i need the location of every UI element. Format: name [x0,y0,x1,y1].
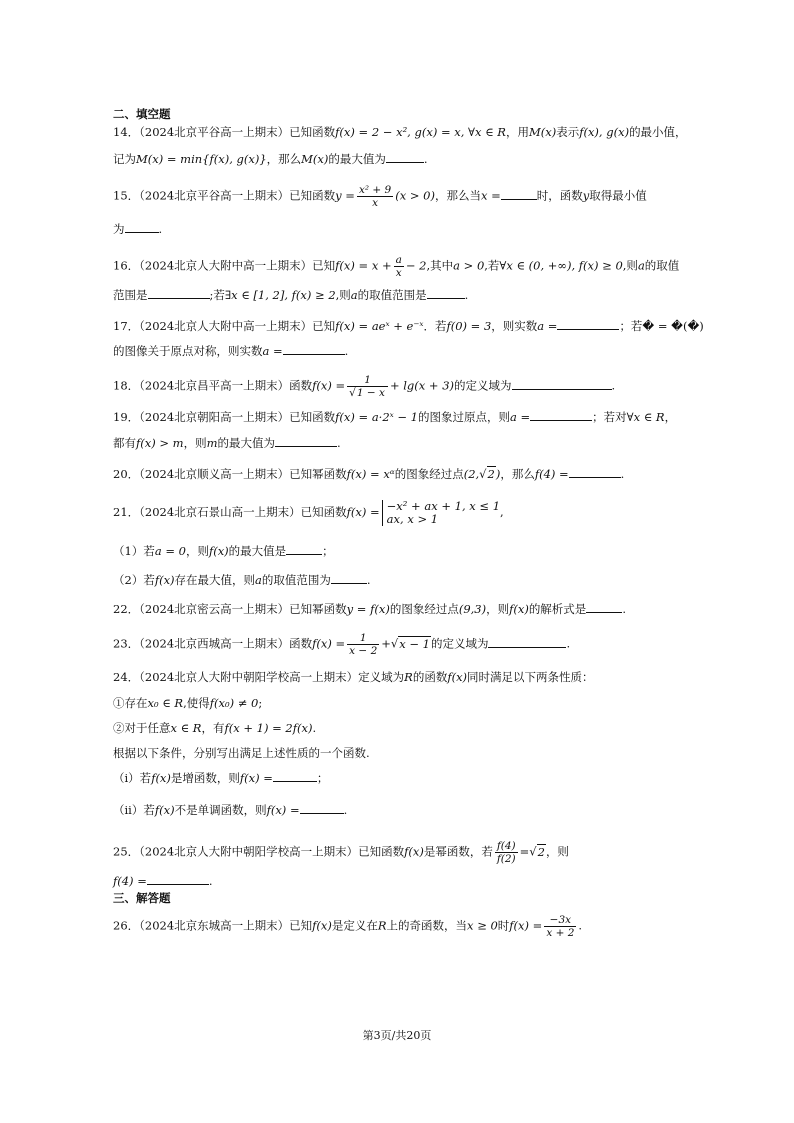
answer-blank [331,572,367,584]
q24-text: ，有 [201,721,225,735]
q14-formula: f(x) = 2 − x², g(x) = x, ∀x ∈ R [335,125,506,139]
q21-formula: a [255,573,262,587]
q19-formula: f(x) = a·2ˣ − 1 [335,410,418,424]
q25-text: ，则 [545,844,569,859]
q25-text: . [208,874,213,888]
q19-line1 [113,409,676,425]
q16-text: 的取值 [644,258,680,273]
q15-text: . [158,222,163,236]
radicand: 2 [537,844,545,859]
fraction-numerator: f(4) [496,840,516,852]
q16-text: 范围是 [113,288,148,302]
q19-line2 [113,435,341,451]
q16-line2 [113,287,468,303]
q21-text: 21．（2024北京石景山高一上期末）已知函数 [113,505,347,519]
q24-text: （ii）若 [113,803,155,817]
q15-text: 15．（2024北京平谷高一上期末）已知函数 [113,188,336,203]
q15-line2 [113,221,162,237]
q19-formula: ∀x ∈ R [626,410,665,424]
q25-formula: = [519,844,530,859]
answer-blank [530,409,592,421]
q15-formula: y = [335,188,355,203]
q23-text: 23．（2024北京西城高一上期末）函数 [113,636,313,651]
q15-formula: (x > 0) [395,188,435,203]
q18-text: 18．（2024北京昌平高一上期末）函数 [113,378,313,393]
q19-formula: m [206,436,218,450]
section-heading-solve: 三、解答题 [113,891,171,905]
q24-formula: f(x) [151,771,171,785]
q24-text: ； [316,771,329,785]
q16-text: ,其中 [426,258,454,273]
q24-line1 [113,669,594,685]
q21-text: （2）若 [113,573,155,587]
q17-formula: f(0) = 3 [446,319,492,333]
q24-line6 [113,802,347,818]
q20-line: 20．（2024北京顺义高一上期末）已知幂函数f(x) = xᵅ的图象经过点(2,√2)，那么f(4) = . [113,467,625,481]
q24-text: . [312,721,317,735]
q24-text: ; [258,696,263,710]
q14-formula: M(x) [301,152,329,166]
q15-formula: x = [480,188,501,203]
answer-blank [586,601,622,613]
q16-formula: a > 0 [453,258,485,273]
q16-text: ,若 [484,258,500,273]
q21-text: . [366,573,371,587]
q19-formula: a = [510,410,531,424]
q20-formula: (2, [463,467,480,481]
answer-blank [275,435,337,447]
answer-blank [273,770,317,782]
q24-text: 不是单调函数，则 [174,803,267,817]
q21-text: 的取值范围为 [261,573,331,587]
q18-fraction [347,374,388,399]
q24-text: 的函数 [412,670,448,684]
q24-formula: f(x + 1) = 2f(x) [224,721,313,735]
q24-formula: f(x) [154,803,175,817]
q15-text: ，那么当 [434,188,481,203]
q26-text: 是定义在 [331,918,378,933]
q25-fraction [495,840,518,865]
fraction-denominator: x [372,197,379,209]
answer-blank [125,221,159,233]
q24-formula: f(x) [447,670,468,684]
q14-line1 [113,124,687,140]
q21-text: ，则 [185,544,209,558]
q21-formula: f(x) [154,573,175,587]
q18-text: . [611,378,616,393]
q21-line1 [113,500,504,526]
piecewise-case: ax, x > 1 [386,512,439,526]
q16-line1 [113,254,679,279]
q18-formula: f(x) = [312,378,346,393]
answer-blank [501,188,537,200]
q16-text: . [464,288,469,302]
q15-fraction [357,184,393,209]
q19-text: ，则 [183,436,207,450]
q19-text: 的图象过原点，则 [418,410,510,424]
q14-text: 表示 [556,125,580,139]
page-footer: 第3页/共20页 [362,1029,432,1042]
section-heading-fill: 二、填空题 [113,107,171,121]
q25-line1: 25．（2024北京人大附中朝阳学校高一上期末）已知函数f(x)是幂函数，若 $\frac{f(4)}{f(2)}$ =√2，则 [113,840,569,865]
q26-formula: f(x) = [509,918,543,933]
fraction-denominator: x − 2 [349,645,378,657]
q17-formula: f(x) = aeˣ + e⁻ˣ [335,319,424,333]
q22-formula: (9,3) [458,602,487,616]
answer-blank [286,543,322,555]
q17-text: . [344,344,349,358]
q16-text: 16．（2024北京人大附中高一上期末）已知 [113,258,336,273]
q25-text: 是幂函数，若 [423,844,493,859]
q18-formula: + lg(x + 3) [389,378,455,393]
q25-formula: f(x) [404,844,424,859]
q24-text: 同时满足以下两条性质： [467,670,594,684]
q14-text: 记为 [113,152,136,166]
q14-text: 14．（2024北京平谷高一上期末）已知函数 [113,125,336,139]
q24-text: 根据以下条件，分别写出满足上述性质的一个函数. [113,746,370,760]
q24-text: ②对于任意 [113,721,171,735]
q20-formula: f(x) = xᵅ [346,467,395,481]
answer-blank [512,378,612,390]
radicand: x − 1 [399,636,430,651]
q19-text: ；若对 [592,410,627,424]
q16-formula: a [637,258,645,273]
q22-formula: f(x) [509,602,529,616]
q18-line [113,374,615,399]
q16-formula: ∀x ∈ (0, +∞), f(x) ≥ 0 [499,258,623,273]
q24-line3 [113,720,316,736]
q14-line2 [113,151,428,167]
q17-formula: a = [537,319,558,333]
q15-text: 时，函数 [536,188,583,203]
q26-text: 时 [497,918,510,933]
q21-text: 存在最大值，则 [174,573,256,587]
answer-blank [427,287,465,299]
q24-text: 24．（2024北京人大附中朝阳学校高一上期末）定义域为 [113,670,405,684]
q26-text: 上的奇函数，当 [386,918,468,933]
q21-formula: f(x) [208,544,229,558]
answer-blank [147,873,209,885]
fraction-numerator: 1 [347,374,388,387]
q16-formula: a [350,288,358,302]
q20-text: 的图象经过点 [394,467,464,481]
q24-formula: f(x) = [239,771,273,785]
q14-formula: f(x), g(x) [579,125,630,139]
q26-text: . [578,918,583,933]
q14-text: 的最大值为 [328,152,386,166]
q24-text: （i）若 [113,771,152,785]
q22-text: 的图象经过点 [389,602,459,616]
q23-text: 的定义域为 [430,636,489,651]
q24-formula: f(x) = [266,803,300,817]
fraction-denominator: f(2) [496,853,516,865]
q19-text: ， [664,410,677,424]
q26-line [113,914,582,939]
answer-blank [386,151,424,163]
q24-formula: f(x₀) ≠ 0 [209,696,259,710]
q16-formula: f(x) = x + [335,258,392,273]
q15-formula: y [582,188,590,203]
q23-formula: f(x) = [312,636,346,651]
fraction-denominator: x + 2 [546,927,575,939]
q24-line5 [113,770,328,786]
fraction-numerator: a [395,254,402,266]
q24-text: 是增函数，则 [170,771,240,785]
q26-fraction [544,914,576,939]
q26-formula: R [377,918,387,933]
q14-text: ，用 [505,125,529,139]
q14-text: . [423,152,428,166]
q24-text: . [343,803,348,817]
q26-formula: f(x) [312,918,332,933]
q14-formula: M(x) = min{f(x), g(x)} [136,152,267,166]
q20-text: ，那么 [500,467,535,481]
q21-part1 [113,543,334,559]
radicand: 2 [487,467,495,481]
q22-text: . [622,602,626,616]
q21-part2 [113,572,371,588]
q19-text: 19．（2024北京朝阳高一上期末）已知函数 [113,410,336,424]
q22-text: ，则 [486,602,510,616]
q21-text: （1）若 [113,544,155,558]
q20-text: 20．（2024北京顺义高一上期末）已知幂函数 [113,467,347,481]
q16-text: ;若 [209,288,225,302]
q21-text: 的最大值是 [228,544,287,558]
q21-text: , [500,505,504,519]
q14-text: ，那么 [266,152,302,166]
answer-blank [283,343,345,355]
q17-line1 [113,318,704,334]
fraction-numerator: −3x [544,914,576,927]
q14-text: 的最小值， [629,125,687,139]
q25-line2 [113,873,213,889]
q24-formula: R [404,670,413,684]
q24-text: ①存在 [113,696,148,710]
q23-line: 23．（2024北京西城高一上期末）函数f(x) = $\frac{1}{x - 2}$ +√x − 1的定义域为 . [113,632,571,657]
fraction-denominator: x [395,267,402,279]
q15-text: 为 [113,222,125,236]
q24-formula: x₀ ∈ R [147,696,184,710]
q19-text: 都有 [113,436,136,450]
q18-text: 的定义域为 [454,378,512,393]
radicand: 1 − x [356,387,385,399]
fraction-numerator: x² + 9 [358,184,392,196]
q15-text: 取得最小值 [589,188,647,203]
q21-formula: a = 0 [154,544,186,558]
q17-text: ．若 [423,319,447,333]
q22-formula: y = f(x) [346,602,390,616]
q17-text: ，则实数 [491,319,538,333]
q16-formula: ∃x ∈ [1, 2], f(x) ≥ 2 [224,288,336,302]
q16-fraction [394,254,404,279]
q20-text: . [620,467,625,481]
q17-text: 的图像关于原点对称，则实数 [113,344,263,358]
q17-text: 17．（2024北京人大附中高一上期末）已知 [113,319,336,333]
q25-formula: f(4) = [113,874,147,888]
q24-line2 [113,695,262,711]
answer-blank [148,287,210,299]
q26-text: 26．（2024北京东城高一上期末）已知 [113,918,313,933]
q26-formula: x ≥ 0 [467,918,498,933]
q24-text: ,使得 [183,696,210,710]
q17-formula: a = [262,344,283,358]
answer-blank [569,466,621,478]
q20-formula: f(4) = [534,467,569,481]
q23-formula: + [381,636,391,651]
q20-formula: ) [495,467,501,481]
q16-text: ,则 [622,258,638,273]
answer-blank [488,636,566,648]
q19-text: . [336,436,341,450]
q19-text: 的最大值为 [217,436,275,450]
q15-line1 [113,184,647,209]
q21-text: ； [322,544,334,558]
q22-line [113,601,626,617]
q16-text: 的取值范围是 [357,288,427,302]
q14-formula: M(x) [528,125,557,139]
q19-formula: f(x) > m [136,436,184,450]
q22-text: 的解析式是 [528,602,587,616]
q17-text: ；若� = �(�) [619,319,704,333]
q23-fraction [347,632,379,657]
fraction-denominator: √1 − x [349,387,385,399]
answer-blank [300,802,344,814]
q24-formula: x ∈ R [170,721,202,735]
q22-text: 22．（2024北京密云高一上期末）已知幂函数 [113,602,347,616]
q21-formula: f(x) = [346,505,380,519]
q25-text: 25．（2024北京人大附中朝阳学校高一上期末）已知函数 [113,844,405,859]
q16-formula: − 2 [405,258,427,273]
q21-piecewise [382,500,500,526]
q24-line4 [113,745,370,761]
fraction-numerator: 1 [347,632,379,645]
answer-blank [557,318,619,330]
q23-text: . [566,636,571,651]
q17-line2 [113,343,348,359]
piecewise-case: −x² + ax + 1, x ≤ 1 [386,499,501,513]
q16-text: ,则 [335,288,351,302]
